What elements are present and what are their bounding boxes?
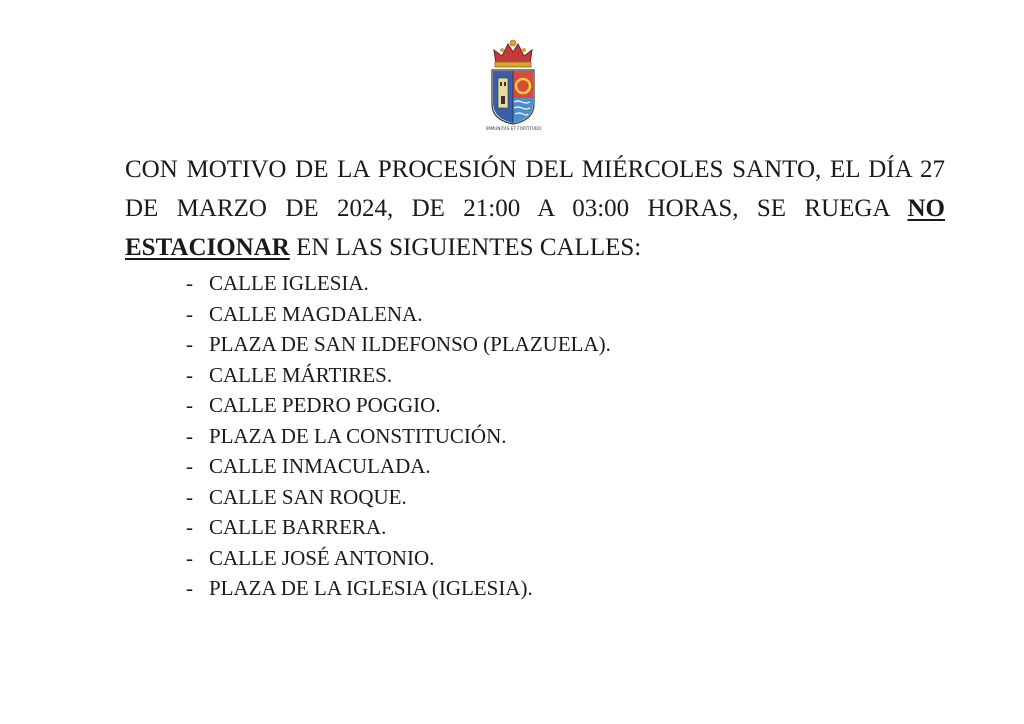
municipal-coat-of-arms-icon [486,38,540,126]
street-name: CALLE JOSÉ ANTONIO. [209,545,435,570]
coat-of-arms [486,38,540,134]
list-bullet: - [186,332,193,356]
list-bullet: - [186,271,193,295]
crest-motto: IMMUNITAS ET FORTITUDO [486,126,542,131]
list-item [186,268,611,299]
list-item [186,512,611,543]
list-bullet: - [186,423,193,448]
list-bullet: - [186,301,193,326]
street-name: CALLE SAN ROQUE. [209,484,407,509]
notice-text-before: CON MOTIVO DE LA PROCESIÓN DEL MIÉRCOLES SANTO, EL DÍA 27 DE MARZO DE 2024, DE 21:00 A 03:00 HORAS, SE RUEGA [125,156,945,222]
notice-text-after: EN LAS SIGUIENTES CALLES: [289,234,642,261]
list-bullet: - [186,484,193,509]
list-bullet: - [186,454,193,478]
street-name: CALLE MAGDALENA. [209,301,423,326]
street-name: CALLE INMACULADA. [209,454,431,478]
street-name: CALLE MÁRTIRES. [209,362,393,387]
list-item [186,421,611,452]
street-name: PLAZA DE LA IGLESIA (IGLESIA). [209,576,533,600]
no-parking-emphasis: NO ESTACIONAR [125,195,945,261]
list-item [186,329,611,360]
list-item [186,299,611,330]
street-name: CALLE PEDRO POGGIO. [209,393,441,417]
notice-text [125,150,945,267]
list-bullet: - [186,362,193,387]
list-item [186,360,611,391]
list-item [186,482,611,513]
list-item [186,543,611,574]
list-item [186,573,611,604]
list-item [186,390,611,421]
list-bullet: - [186,576,193,600]
street-name: PLAZA DE LA CONSTITUCIÓN. [209,423,507,448]
list-bullet: - [186,545,193,570]
list-bullet: - [186,515,193,539]
street-list [186,268,611,604]
list-bullet: - [186,393,193,417]
street-name: PLAZA DE SAN ILDEFONSO (PLAZUELA). [209,332,611,356]
street-name: CALLE IGLESIA. [209,271,369,295]
street-name: CALLE BARRERA. [209,515,387,539]
list-item [186,451,611,482]
